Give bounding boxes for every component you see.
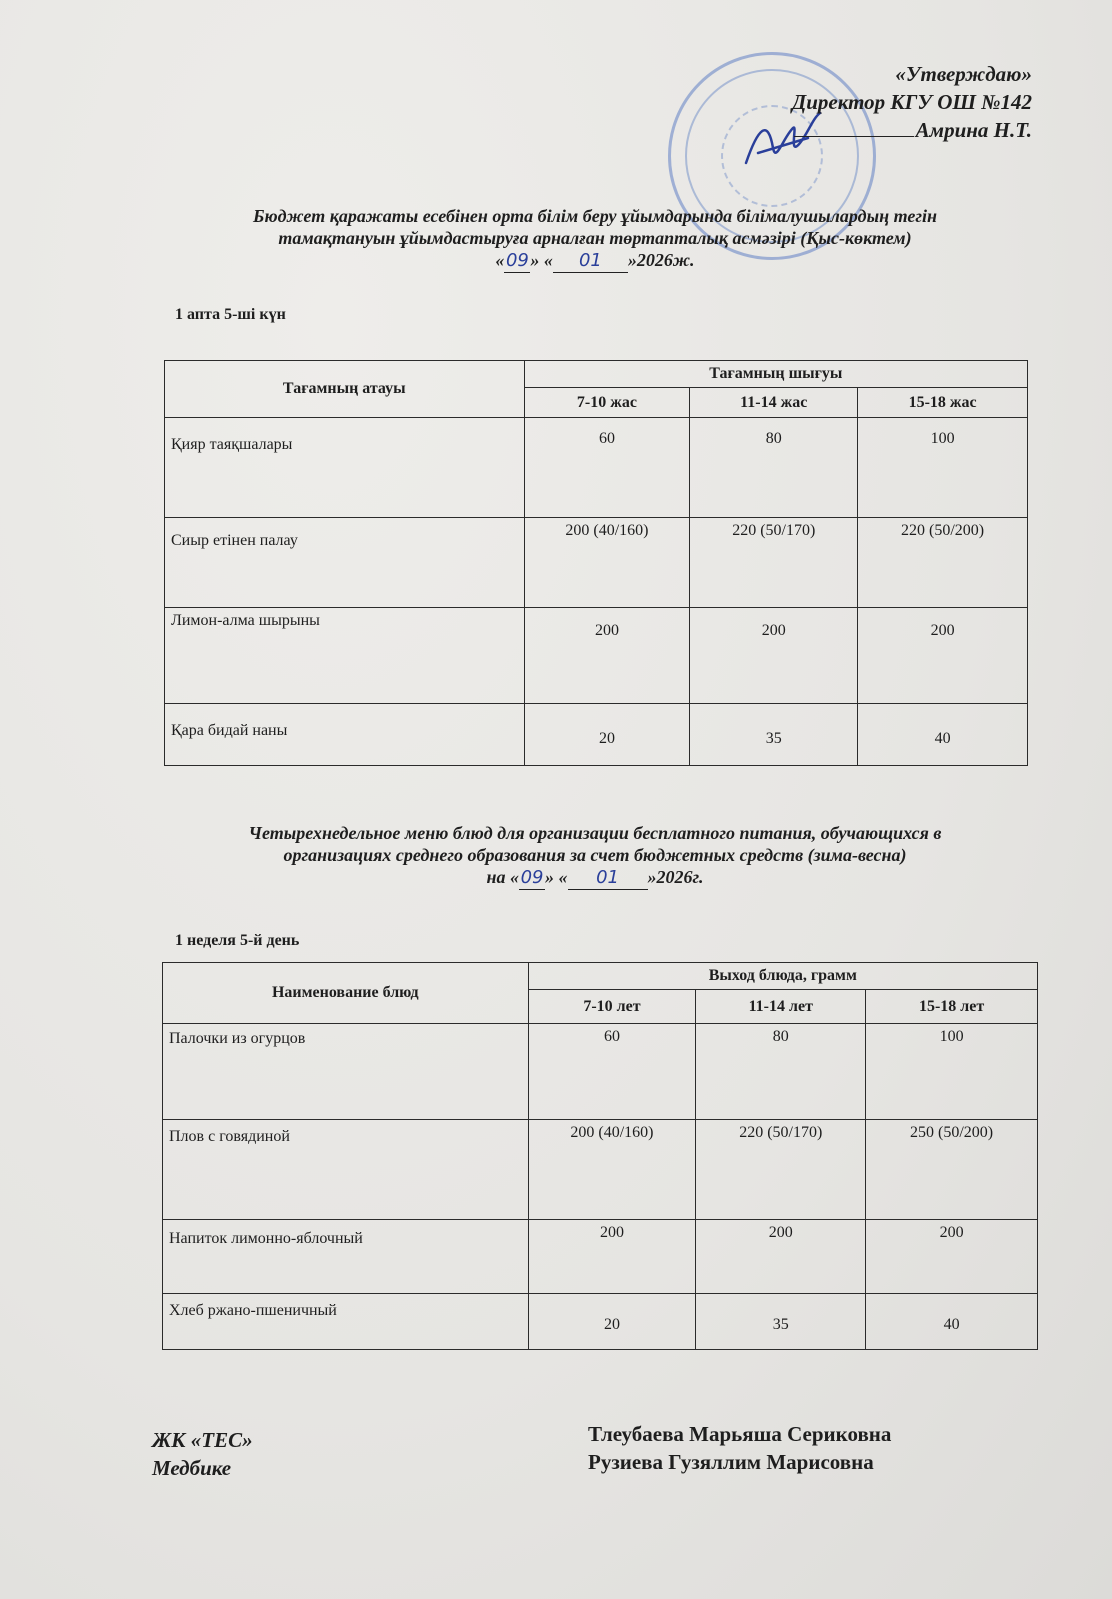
footer-person1: Тлеубаева Марьяша Сериковна bbox=[588, 1422, 892, 1446]
kz-title bbox=[150, 205, 1040, 273]
kz-subtitle: 1 апта 5-ші күн bbox=[175, 306, 286, 323]
ru-date-close: »2026г. bbox=[647, 867, 704, 887]
ru-date-mid: » « bbox=[545, 867, 568, 887]
portion-value: 40 bbox=[858, 704, 1028, 766]
dish-name: Палочки из огурцов bbox=[163, 1024, 529, 1120]
portion-value: 20 bbox=[528, 1294, 696, 1350]
dish-name: Сиыр етінен палау bbox=[165, 518, 525, 608]
ru-title-line1: Четырехнедельное меню блюд для организации бесплатного питания, обучающихся в bbox=[248, 823, 942, 843]
portion-value: 250 (50/200) bbox=[866, 1120, 1038, 1220]
approval-position: Директор КГУ ОШ №142 bbox=[791, 90, 1032, 114]
ru-title-line2: организациях среднего образования за счет бюджетных средств (зима-весна) bbox=[283, 845, 907, 865]
portion-value: 200 bbox=[524, 608, 690, 704]
kz-date-month: 01 bbox=[553, 250, 628, 273]
dish-name: Қара бидай наны bbox=[165, 704, 525, 766]
footer-left bbox=[152, 1426, 253, 1482]
ru-age-col-header: 15-18 лет bbox=[866, 990, 1038, 1024]
portion-value: 80 bbox=[690, 418, 858, 518]
kz-date-open: « bbox=[495, 250, 505, 270]
dish-name: Қияр таяқшалары bbox=[165, 418, 525, 518]
footer-org: ЖК «ТЕС» bbox=[152, 1428, 253, 1452]
kz-title-line2: тамақтануын ұйымдастыруға арналған төртапталық асмәзірі (Қыс-көктем) bbox=[278, 228, 912, 248]
ru-date-day: 09 bbox=[520, 867, 544, 888]
portion-value: 60 bbox=[524, 418, 690, 518]
kz-age-col-header: 11-14 жас bbox=[690, 388, 858, 418]
portion-value: 220 (50/170) bbox=[696, 1120, 866, 1220]
portion-value: 220 (50/170) bbox=[690, 518, 858, 608]
kz-date-close: »2026ж. bbox=[627, 250, 695, 270]
portion-value: 200 bbox=[866, 1220, 1038, 1294]
portion-value: 20 bbox=[524, 704, 690, 766]
table-row bbox=[163, 1024, 1038, 1120]
table-row bbox=[165, 704, 1028, 766]
portion-value: 40 bbox=[866, 1294, 1038, 1350]
kz-age-col-header: 15-18 жас bbox=[858, 388, 1028, 418]
ru-title bbox=[150, 822, 1040, 890]
ru-date-open: на « bbox=[486, 867, 520, 887]
portion-value: 200 bbox=[696, 1220, 866, 1294]
ru-col-name-header: Наименование блюд bbox=[163, 963, 529, 1024]
portion-value: 100 bbox=[866, 1024, 1038, 1120]
dish-name: Хлеб ржано-пшеничный bbox=[163, 1294, 529, 1350]
dish-name: Напиток лимонно-яблочный bbox=[163, 1220, 529, 1294]
table-row bbox=[163, 1294, 1038, 1350]
approval-signatory bbox=[792, 116, 1032, 144]
portion-value: 200 bbox=[690, 608, 858, 704]
portion-value: 200 (40/160) bbox=[524, 518, 690, 608]
ru-age-col-header: 11-14 лет bbox=[696, 990, 866, 1024]
ru-date-line bbox=[150, 866, 1040, 890]
approval-name: Амрина Н.Т. bbox=[915, 118, 1032, 142]
ru-col-group-header: Выход блюда, грамм bbox=[528, 963, 1037, 990]
ru-subtitle: 1 неделя 5-й день bbox=[175, 932, 300, 949]
kz-title-line1: Бюджет қаражаты есебінен орта білім беру ұйымдарында білімалушылардың тегін bbox=[253, 206, 937, 226]
portion-value: 100 bbox=[858, 418, 1028, 518]
ru-menu-table bbox=[162, 962, 1038, 1350]
portion-value: 60 bbox=[528, 1024, 696, 1120]
approval-block bbox=[792, 60, 1032, 144]
table-row bbox=[165, 608, 1028, 704]
dish-name: Лимон-алма шырыны bbox=[165, 608, 525, 704]
portion-value: 200 bbox=[858, 608, 1028, 704]
kz-age-col-header: 7-10 жас bbox=[524, 388, 690, 418]
kz-menu-table bbox=[164, 360, 1028, 766]
ru-age-col-header: 7-10 лет bbox=[528, 990, 696, 1024]
portion-value: 220 (50/200) bbox=[858, 518, 1028, 608]
table-row bbox=[165, 418, 1028, 518]
kz-date-mid: » « bbox=[530, 250, 553, 270]
kz-date-day: 09 bbox=[505, 250, 529, 271]
footer-right bbox=[588, 1420, 891, 1476]
dish-name: Плов с говядиной bbox=[163, 1120, 529, 1220]
footer-role: Медбике bbox=[152, 1456, 232, 1480]
kz-date-line bbox=[150, 249, 1040, 273]
ru-date-month: 01 bbox=[568, 867, 648, 890]
table-row bbox=[163, 1220, 1038, 1294]
portion-value: 200 (40/160) bbox=[528, 1120, 696, 1220]
footer-person2: Рузиева Гузяллим Марисовна bbox=[588, 1450, 874, 1474]
approval-heading: «Утверждаю» bbox=[895, 62, 1032, 86]
portion-value: 35 bbox=[696, 1294, 866, 1350]
table-row bbox=[163, 1120, 1038, 1220]
table-row bbox=[165, 518, 1028, 608]
portion-value: 35 bbox=[690, 704, 858, 766]
portion-value: 80 bbox=[696, 1024, 866, 1120]
kz-col-name-header: Тағамның атауы bbox=[165, 361, 525, 418]
signature-line bbox=[794, 136, 914, 137]
kz-col-group-header: Тағамның шығуы bbox=[524, 361, 1027, 388]
portion-value: 200 bbox=[528, 1220, 696, 1294]
